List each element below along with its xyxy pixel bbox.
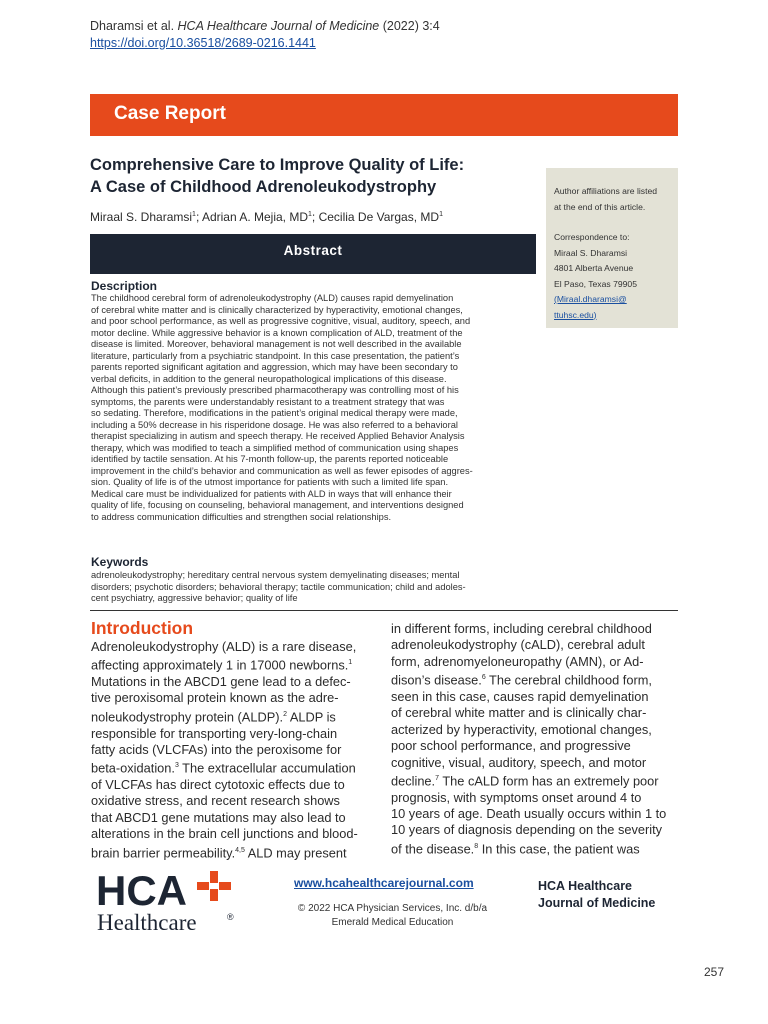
description-line: motor decline. While aggressive behavior is a known complication of ALD, treatment of the — [91, 327, 463, 338]
description-line: sion. Quality of life is of the utmost importance for patients with such a limited life span. — [91, 477, 449, 487]
description-line: Although this patient’s previously prescribed pharmacotherapy was controlling most of his — [91, 385, 459, 395]
citation-line — [90, 18, 440, 35]
body-text-segment: In this case, the patient was — [478, 841, 640, 857]
body-text-segment: poor school performance, and progressive — [391, 738, 631, 754]
body-text-line — [391, 790, 683, 806]
keywords-heading: Keywords — [91, 555, 149, 569]
body-text-line — [391, 654, 683, 670]
description-line: improvement in the child’s behavior and communication as well as fewer episodes of aggres- — [91, 465, 473, 476]
description-line: parents reported significant agitation and aggression, which may have been secondary to — [91, 362, 458, 372]
body-text-line — [91, 707, 381, 726]
journal-name-line: HCA Healthcare — [538, 879, 633, 893]
body-text-segment: The cALD form has an extremely poor — [439, 773, 659, 789]
body-text-segment: in different forms, including cerebral childhood — [391, 621, 652, 636]
body-text-line — [91, 793, 381, 809]
author-affiliation-mark: 1 — [192, 211, 196, 218]
body-text-line — [391, 806, 683, 822]
logo-cross-icon — [197, 871, 231, 901]
description-line: and poor school performance, as well as progressive cognitive, visual, auditory, speech, and — [91, 316, 471, 326]
body-text-segment: decline. — [391, 773, 436, 789]
body-text-segment: alterations in the brain cell junctions and blood- — [91, 826, 358, 842]
body-text-line — [391, 839, 683, 858]
description-line: symptoms, the parents were understandably resistant to a treatment strategy that was — [91, 396, 445, 407]
article-type-banner — [90, 94, 678, 136]
citation-reference: 8 — [474, 842, 479, 850]
author-affiliation-mark: 1 — [308, 211, 312, 218]
citation-reference: 3 — [174, 762, 179, 770]
page-number: 257 — [704, 965, 725, 979]
body-text-segment: The cerebral childhood form, — [485, 672, 652, 688]
copyright-notice — [270, 902, 515, 929]
description-line: of cerebral white matter and is clinically characterized by hyperactivity, emotional changes, — [91, 304, 463, 315]
description-line: to address communication difficulties and strengthen social relationships. — [91, 511, 392, 522]
body-text-segment: noleukodystrophy protein (ALDP). — [91, 709, 284, 725]
journal-name-line: Journal of Medicine — [538, 896, 656, 910]
introduction-column-right — [391, 621, 683, 857]
body-text-line — [91, 690, 381, 706]
citation-reference: 1 — [348, 659, 353, 667]
citation-authors: Dharamsi et al. — [90, 19, 178, 33]
body-text-segment: ALDP is — [286, 709, 336, 725]
author-name: Cecilia De Vargas, MD — [318, 210, 440, 224]
body-text-segment: fatty acids (VLCFAs) into the peroxisome for — [91, 741, 342, 757]
body-text-line — [391, 689, 683, 705]
citation-reference: 6 — [481, 674, 486, 682]
description-line: identified by tactile sensation. At his 7-month follow-up, the parents reported noticeable — [91, 454, 449, 464]
body-text-line — [91, 742, 381, 758]
keywords-line: disorders; psychotic disorders; behavioral therapy; tactile communication; child and adoles- — [91, 581, 466, 592]
article-type-label: Case Report — [114, 103, 226, 124]
author-name: Miraal S. Dharamsi — [90, 210, 193, 224]
logo-wordmark-top: HCA — [96, 868, 187, 914]
description-line: literature, particularly from a psychiatric standpoint. In this case presentation, the patient’s — [91, 350, 460, 361]
correspondent-name: Miraal S. Dharamsi — [554, 247, 628, 258]
copyright-line: Emerald Medical Education — [331, 916, 454, 928]
body-text-segment: 10 years of diagnosis depending on the severity — [391, 822, 663, 838]
keywords-line: adrenoleukodystrophy; hereditary central nervous system demyelinating diseases; mental — [91, 570, 460, 580]
body-text-segment: of cerebral white matter and is clinically char- — [391, 705, 647, 721]
body-text-segment: oxidative stress, and recent research shows — [91, 793, 340, 809]
journal-website-link[interactable]: www.hcahealthcarejournal.com — [294, 876, 474, 890]
citation-journal: HCA Healthcare Journal of Medicine — [177, 19, 380, 33]
body-text-segment: Adrenoleukodystrophy (ALD) is a rare disease, — [91, 639, 357, 654]
body-text-segment: of VLCFAs has direct cytotoxic effects due to — [91, 777, 345, 793]
correspondent-address: 4801 Alberta Avenue — [554, 263, 634, 273]
body-text-line — [91, 810, 381, 826]
affiliation-note: at the end of this article. — [554, 201, 646, 212]
body-text-line — [391, 755, 683, 771]
citation-block — [90, 18, 440, 52]
author-name: Adrian A. Mejia, MD — [201, 210, 308, 224]
article-title — [90, 154, 540, 198]
body-text-segment: prognosis, with symptoms onset around 4 to — [391, 789, 642, 805]
body-text-line — [391, 722, 683, 738]
description-line: The childhood cerebral form of adrenoleukodystrophy (ALD) causes rapid demyelination — [91, 293, 454, 303]
abstract-header-bar — [90, 234, 536, 274]
abstract-label: Abstract — [283, 243, 343, 258]
title-line-1: Comprehensive Care to Improve Quality of Life: — [90, 156, 465, 174]
author-separator: ; — [195, 210, 202, 224]
body-text-segment: tive peroxisomal protein known as the adre- — [91, 690, 339, 706]
body-text-segment: adrenoleukodystrophy (cALD), cerebral adult — [391, 637, 645, 653]
body-text-segment: ALD may present — [244, 844, 347, 860]
author-list — [90, 210, 443, 224]
description-line: therapy, which was modified to teach a simplified method of communication using shapes — [91, 442, 459, 453]
body-text-line — [391, 670, 683, 689]
author-separator: ; — [311, 210, 319, 224]
correspondent-email-link[interactable]: ttuhsc.edu) — [554, 309, 597, 320]
introduction-heading: Introduction — [91, 618, 194, 638]
body-text-segment: of the disease. — [391, 841, 475, 857]
description-line: so sedating. Therefore, modifications in the patient’s original medical therapy were made, — [91, 408, 458, 418]
correspondence-label: Correspondence to: — [554, 232, 630, 242]
body-text-segment: form, adrenomyeloneuropathy (AMN), or Ad- — [391, 653, 644, 669]
description-line: disease is limited. Moreover, behavioral management is not well described in the available — [91, 339, 462, 349]
logo-wordmark-bottom: Healthcare — [97, 910, 197, 935]
journal-name — [538, 878, 655, 912]
introduction-column-left — [91, 639, 381, 861]
description-body — [91, 293, 541, 523]
citation-volume: (2022) 3:4 — [379, 19, 440, 33]
body-text-segment: affecting approximately 1 in 17000 newborns. — [91, 657, 349, 673]
body-text-segment: that ABCD1 gene mutations may also lead to — [91, 809, 346, 825]
body-text-line — [91, 655, 381, 674]
body-text-line — [91, 674, 381, 690]
body-text-segment: dison’s disease. — [391, 672, 482, 688]
citation-reference: 4,5 — [235, 846, 245, 854]
citation-reference: 7 — [435, 774, 440, 782]
body-text-line — [91, 843, 381, 862]
body-text-segment: 10 years of age. Death usually occurs within 1 to — [391, 806, 667, 821]
correspondent-address: El Paso, Texas 79905 — [554, 278, 637, 289]
description-line: verbal deficits, in addition to the general neuropathological implications of this disease. — [91, 373, 447, 384]
body-text-line — [91, 777, 381, 793]
description-line: including a 50% decrease in his risperidone dosage. He was also referred to a behavioral — [91, 419, 458, 430]
doi-link[interactable]: https://doi.org/10.36518/2689-0216.1441 — [90, 36, 316, 50]
body-text-line — [91, 639, 381, 655]
body-text-line — [391, 771, 683, 790]
keywords-line: cent psychiatry, aggressive behavior; quality of life — [91, 593, 298, 603]
body-text-segment: beta-oxidation. — [91, 760, 175, 776]
hca-healthcare-logo — [96, 868, 241, 938]
citation-reference: 2 — [283, 710, 287, 718]
title-line-2: A Case of Childhood Adrenoleukodystrophy — [90, 178, 437, 196]
logo-registered-mark: ® — [227, 912, 234, 922]
body-text-segment: cognitive, visual, auditory, speech, and motor — [391, 754, 647, 770]
body-text-segment: seen in this case, causes rapid demyelination — [391, 688, 649, 704]
correspondent-email-link[interactable]: (Miraal.dharamsi@ — [554, 294, 627, 304]
description-heading: Description — [91, 279, 158, 293]
body-text-line — [91, 726, 381, 742]
description-line: Medical care must be individualized for patients with ALD in ways that will enhance their — [91, 488, 452, 499]
keywords-body — [91, 570, 531, 605]
body-text-segment: responsible for transporting very-long-chain — [91, 725, 338, 741]
body-text-line — [391, 738, 683, 754]
body-text-segment: Mutations in the ABCD1 gene lead to a defec- — [91, 674, 351, 690]
body-text-line — [91, 758, 381, 777]
description-line: therapist specializing in autism and speech therapy. He received Applied Behavior Analysis — [91, 431, 465, 441]
section-divider — [90, 610, 678, 611]
spacer — [554, 215, 678, 230]
affiliation-note: Author affiliations are listed — [554, 186, 658, 196]
body-text-line — [391, 822, 683, 838]
body-text-line — [391, 705, 683, 721]
body-text-segment: acterized by hyperactivity, emotional changes, — [391, 721, 652, 737]
body-text-segment: brain barrier permeability. — [91, 844, 236, 860]
copyright-line: © 2022 HCA Physician Services, Inc. d/b/a — [297, 903, 488, 914]
description-line: quality of life, focusing on counseling, behavioral management, and interventions designed — [91, 500, 464, 510]
body-text-line — [391, 637, 683, 653]
body-text-line — [391, 621, 683, 637]
author-affiliation-mark: 1 — [439, 211, 443, 218]
body-text-line — [91, 826, 381, 842]
body-text-segment: The extracellular accumulation — [178, 760, 356, 776]
correspondence-box — [546, 168, 678, 328]
